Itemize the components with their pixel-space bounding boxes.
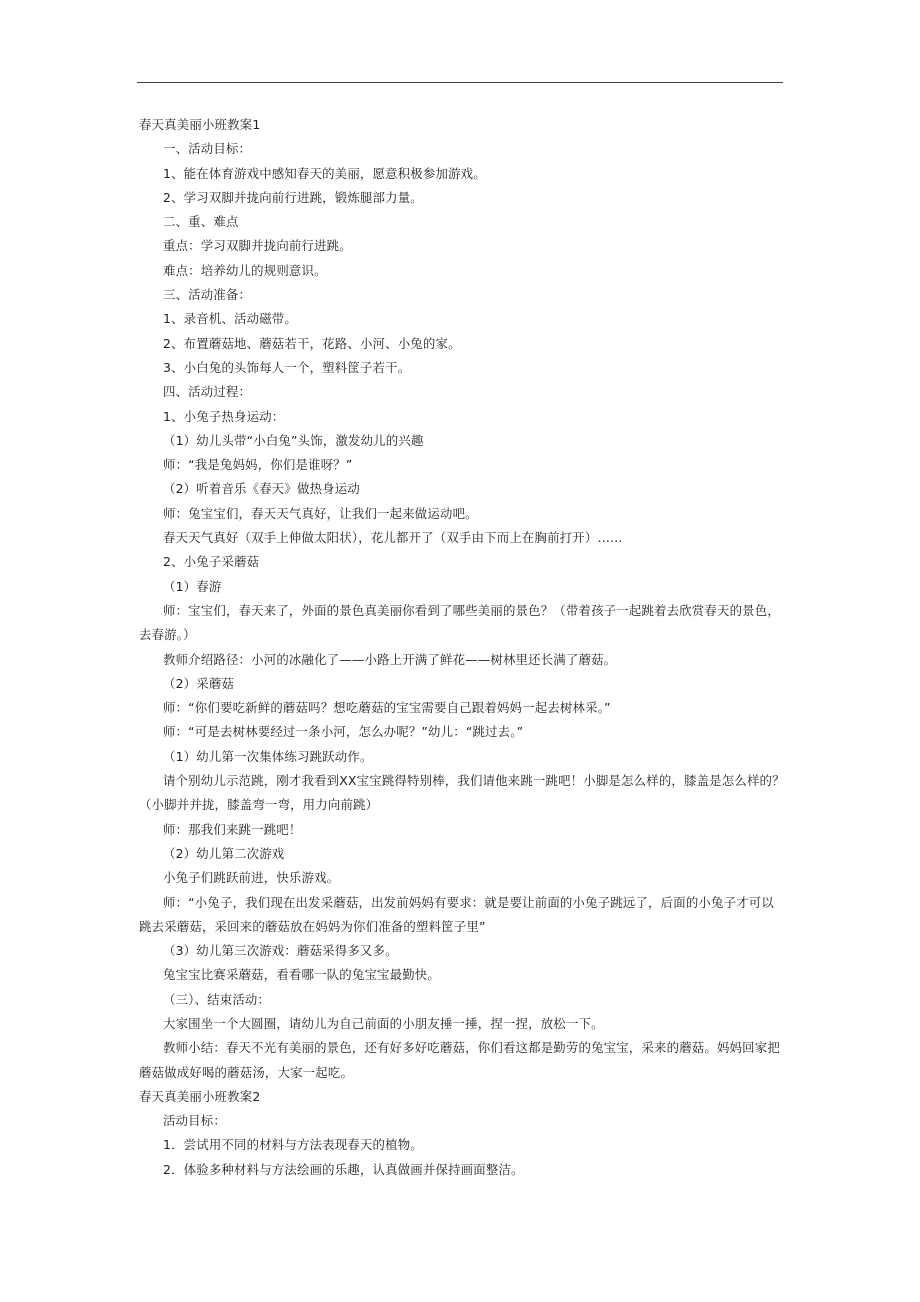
paragraph: 春天天气真好（双手上伸做太阳状），花儿都开了（双手由下而上在胸前打开）…… xyxy=(163,530,623,546)
paragraph: 重点：学习双脚并拢向前行进跳。 xyxy=(163,238,352,254)
paragraph: 师：“我是兔妈妈，你们是谁呀？” xyxy=(163,457,353,473)
paragraph: 二、重、难点 xyxy=(163,214,239,230)
header-rule xyxy=(137,82,783,83)
paragraph: （3）幼儿第三次游戏：蘑菇采得多又多。 xyxy=(163,943,398,959)
paragraph: 难点：培养幼儿的规则意识。 xyxy=(163,262,327,278)
section-title: 春天真美丽小班教案1 xyxy=(139,117,261,132)
paragraph: 1、小兔子热身运动： xyxy=(163,408,285,424)
paragraph: （1）幼儿头带“小白兔”头饰，激发幼儿的兴趣 xyxy=(163,432,424,448)
paragraph: 一、活动目标： xyxy=(163,141,252,157)
paragraph: 1、能在体育游戏中感知春天的美丽，愿意积极参加游戏。 xyxy=(163,165,486,181)
paragraph: 师：宝宝们，春天来了，外面的景色真美丽你看到了哪些美丽的景色？（带着孩子一起跳着去欣赏春天的景色，去春游。） xyxy=(139,602,780,643)
paragraph: 教师小结：春天不光有美丽的景色，还有好多好吃蘑菇，你们看这都是勤劳的兔宝宝，采来的蘑菇。妈妈回家把蘑菇做成好喝的蘑菇汤，大家一起吃。 xyxy=(139,1040,780,1080)
paragraph: 3、小白兔的头饰每人一个，塑料筐子若干。 xyxy=(163,359,411,375)
paragraph: 师：“你们要吃新鲜的蘑菇吗？想吃蘑菇的宝宝需要自己跟着妈妈一起去树林采。” xyxy=(163,700,611,716)
paragraph: （三）、结束活动： xyxy=(163,991,271,1007)
paragraph: 1．尝试用不同的材料与方法表现春天的植物。 xyxy=(163,1137,423,1153)
paragraph: 小兔子们跳跃前进，快乐游戏。 xyxy=(163,870,340,886)
paragraph: 2、布置蘑菇地、蘑菇若干，花路、小河、小兔的家。 xyxy=(163,335,461,351)
section-title: 春天真美丽小班教案2 xyxy=(139,1088,261,1104)
paragraph: 活动目标： xyxy=(163,1113,226,1129)
document-body xyxy=(139,113,785,1182)
paragraph: 三、活动准备： xyxy=(163,287,252,303)
paragraph: （2）听着音乐《春天》做热身运动 xyxy=(163,481,360,497)
paragraph: （1）春游 xyxy=(163,578,222,594)
paragraph: 教师介绍路径：小河的冰融化了——小路上开满了鲜花——树林里还长满了蘑菇。 xyxy=(163,651,617,667)
paragraph: （2）采蘑菇 xyxy=(163,675,235,691)
paragraph: 兔宝宝比赛采蘑菇，看看哪一队的兔宝宝最勤快。 xyxy=(163,967,440,983)
paragraph: 2、学习双脚并拢向前行进跳，锻炼腿部力量。 xyxy=(163,189,423,205)
paragraph: 请个别幼儿示范跳，刚才我看到XX宝宝跳得特别棒，我们请他来跳一跳吧！小脚是怎么样的，膝盖是怎么样的？（小脚并并拢，膝盖弯一弯，用力向前跳） xyxy=(139,773,785,813)
paragraph: 大家围坐一个大圆圈，请幼儿为自己前面的小朋友捶一捶，捏一捏，放松一下。 xyxy=(163,1015,604,1031)
paragraph: 1、录音机、活动磁带。 xyxy=(163,311,297,327)
paragraph: 四、活动过程： xyxy=(163,384,252,400)
paragraph: 2．体验多种材料与方法绘画的乐趣，认真做画并保持画面整洁。 xyxy=(163,1161,524,1177)
paragraph: （1）幼儿第一次集体练习跳跃动作。 xyxy=(163,748,373,764)
paragraph: 师：那我们来跳一跳吧！ xyxy=(163,821,302,837)
paragraph: （2）幼儿第二次游戏 xyxy=(163,845,285,861)
paragraph: 师：“小兔子，我们现在出发采蘑菇，出发前妈妈有要求：就是要让前面的小兔子跳远了，后面的小兔子才可以跳去采蘑菇，采回来的蘑菇放在妈妈为你们准备的塑料筐子里” xyxy=(139,894,774,934)
paragraph: 师：兔宝宝们，春天天气真好，让我们一起来做运动吧。 xyxy=(163,505,478,521)
paragraph: 2、小兔子采蘑菇 xyxy=(163,554,260,570)
paragraph: 师：“可是去树林要经过一条小河，怎么办呢？”幼儿：“跳过去。” xyxy=(163,724,524,740)
